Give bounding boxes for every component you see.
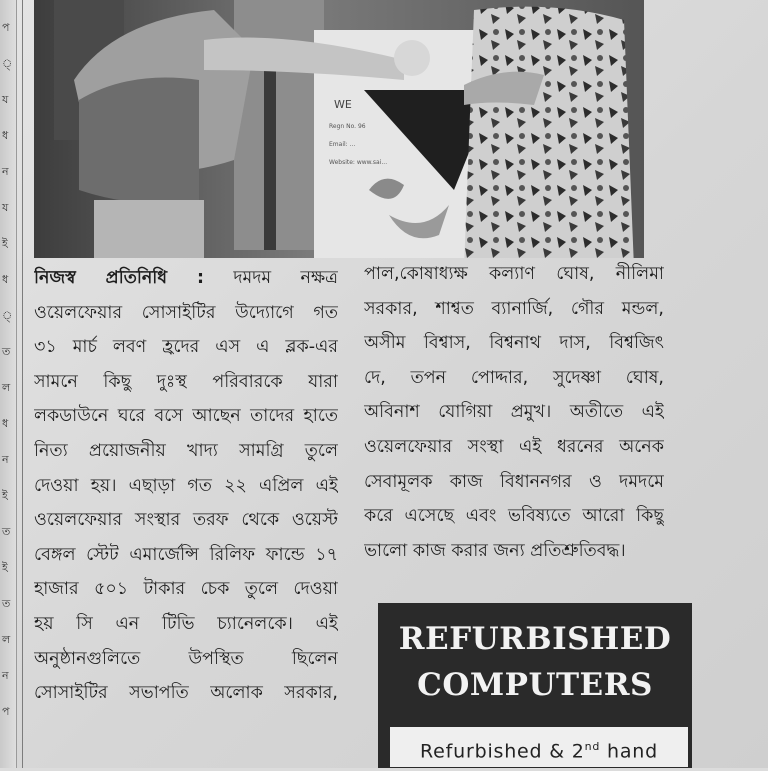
article-line: পাল,কোষাধ্যক্ষ কল্যাণ ঘোষ, নীলিমা [364, 264, 664, 284]
margin-char: ই [2, 561, 8, 574]
article-line: করে এসেছে এবং ভবিষ্যতে আরো কিছু [364, 506, 664, 527]
margin-char: ন [2, 669, 9, 682]
margin-char: প [2, 21, 10, 34]
article-line: সামনে কিছু দুঃস্থ পরিবারকে যারা [34, 371, 338, 392]
article-text: দমদম নক্ষত্র [203, 268, 338, 288]
article-line: ওয়েলফেয়ার সংস্থার তরফ থেকে ওয়েস্ট [34, 510, 338, 531]
margin-char: ধ [2, 417, 9, 430]
news-photo [34, 0, 644, 258]
article-line: বেঙ্গল স্টেট এমার্জেন্সি রিলিফ ফান্ডে ১৭ [34, 544, 338, 565]
margin-char: ত [2, 597, 11, 610]
article-line: দেওয়া হয়। এছাড়া গত ২২ এপ্রিল এই [34, 475, 338, 496]
article-line [34, 261, 338, 296]
article-line: ওয়েলফেয়ার সোসাইটির উদ্যোগে গত [34, 302, 338, 323]
column-rule [22, 0, 23, 768]
margin-char: ত [2, 345, 11, 358]
margin-char: ন [2, 453, 9, 466]
refurbished-computers-ad [378, 603, 692, 768]
article-line: ওয়েলফেয়ার সংস্থা এই ধরনের অনেক [364, 436, 664, 457]
article-line: দে, তপন পোদ্দার, সুদেষ্ণা ঘোষ, [364, 367, 664, 388]
article-line: সোসাইটির সভাপতি অলোক সরকার, [34, 683, 338, 704]
margin-char: ই [2, 489, 8, 502]
adjacent-column-chars [2, 10, 14, 730]
margin-char: য [2, 201, 9, 214]
article-line: হয় সি এন টিভি চ্যানেলকে। এই [34, 613, 338, 634]
article-line: লকডাউনে ঘরে বসে আছেন তাদের হাতে [34, 406, 338, 427]
margin-char: য [2, 93, 9, 106]
article-column-1 [34, 261, 338, 711]
margin-char: ্ [2, 57, 13, 70]
article-line: নিত্য প্রয়োজনীয় খাদ্য সামগ্রি তুলে [34, 440, 338, 461]
margin-char: প [2, 705, 10, 718]
margin-char: ল [2, 381, 11, 394]
ad-subtitle [390, 727, 688, 767]
margin-char: ন [2, 165, 9, 178]
byline: নিজস্ব প্রতিনিধি : [34, 268, 204, 288]
ad-subtitle-pre: Refurbished & 2 [420, 740, 585, 763]
article-line: অসীম বিশ্বাস, বিশ্বনাথ দাস, বিশ্বজিৎ [364, 333, 664, 354]
ad-title-line-2: COMPUTERS [417, 667, 653, 703]
banner-line: Email: ... [329, 141, 356, 148]
article-line: ভালো কাজ করার জন্য প্রতিশ্রুতিবদ্ধ। [364, 540, 626, 561]
article-line: অবিনাশ যোগিয়া প্রমুখ। অতীতে এই [364, 402, 664, 423]
margin-char: ত [2, 525, 11, 538]
article-column-2 [364, 257, 664, 568]
margin-char: ্ [2, 309, 13, 322]
margin-char: ধ [2, 273, 9, 286]
people-handing-relief-bag-photo [34, 0, 644, 258]
adjacent-column-edge [0, 0, 17, 768]
ad-subtitle-sup: nd [584, 740, 601, 753]
article-line: সেবামূলক কাজ বিধাননগর ও দমদমে [364, 471, 664, 492]
article-line: সরকার, শাশ্বত ব্যানার্জি, গৌর মন্ডল, [364, 298, 664, 319]
banner-line: Website: www.sai... [329, 159, 388, 166]
banner-line: Regn No. 96 [329, 123, 366, 130]
ad-title-line-1: REFURBISHED [398, 621, 672, 657]
banner-text: WE [334, 98, 352, 111]
margin-char: ই [2, 237, 8, 250]
article-line: ৩১ মার্চ লবণ হ্রদের এস এ ব্লক-এর [34, 337, 338, 358]
margin-char: ল [2, 633, 11, 646]
ad-subtitle-post: hand [600, 740, 658, 763]
article-line: হাজার ৫০১ টাকার চেক তুলে দেওয়া [34, 579, 338, 600]
article-line: অনুষ্ঠানগুলিতে উপস্থিত ছিলেন [34, 648, 338, 669]
margin-char: ধ [2, 129, 9, 142]
